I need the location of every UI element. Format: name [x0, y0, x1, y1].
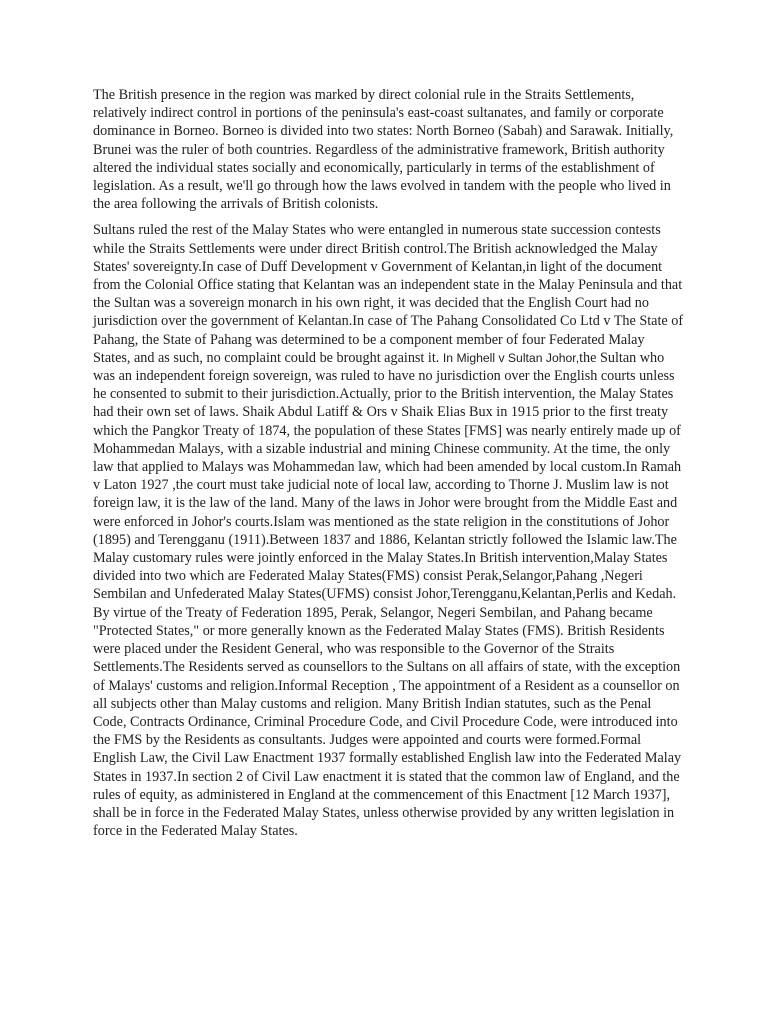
case-citation-mighell: In Mighell v Sultan Johor, [442, 350, 580, 365]
paragraph-british-presence: The British presence in the region was marked by direct colonial rule in the Straits Settlements, relatively indirect control in portions of the peninsula's east-coast sultanates, and family or corporate dominance in Borneo. Borneo is divided into two states: North Borneo (Sabah) and Sarawak. Initially, Brunei was the ruler of both countries. Regardless of the administrative framework, British authority altered the individual states socially and economically, particularly in terms of the establishment of legislation. As a result, we'll go through how the laws evolved in tandem with the people who lived in the area following the arrivals of British colonists. [93, 87, 674, 213]
document-page [93, 86, 685, 848]
paragraph-text-segment: Sultans ruled the rest of the Malay States who were entangled in numerous state succession contests while the Straits Settlements were under direct British control.The British acknowledged the Malay States' sovereignty.In case of Duff Development v Government of Kelantan,in light of the document from the Colonial Office stating that Kelantan was an independent state in the Malay Peninsula and that the Sultan was a sovereign monarch in his own right, it was decided that the English Court had no jurisdiction over the government of Kelantan.In case of The Pahang Consolidated Co Ltd v The State of Pahang, the State of Pahang was determined to be a component member of four Federated Malay States, and as such, no complaint could be brought against it. [93, 222, 684, 366]
paragraph-malay-states-law [93, 221, 685, 840]
paragraph-text-segment: the Sultan who was an independent foreign sovereign, was ruled to have no jurisdiction over the English courts unless he consented to submit to their jurisdiction.Actually, prior to the British intervention, the Malay States had their own set of laws. Shaik Abdul Latiff & Ors v Shaik Elias Bux in 1915 prior to the first treaty which the Pangkor Treaty of 1874, the population of these States [FMS] was nearly entirely made up of Mohammedan Malays, with a sizable industrial and mining Chinese community. At the time, the only law that applied to Malays was Mohammedan law, which had been amended by local custom.In Ramah v Laton 1927 ,the court must take judicial note of local law, according to Thorne J. Muslim law is not foreign law, it is the law of the land. Many of the laws in Johor were brought from the Middle East and were enforced in Johor's courts.Islam was mentioned as the state religion in the constitutions of Johor (1895) and Terengganu (1911).Between 1837 and 1886, Kelantan strictly followed the Islamic law.The Malay customary rules were jointly enforced in the Malay States.In British intervention,Malay States divided into two which are Federated Malay States(FMS) consist Perak,Selangor,Pahang ,Negeri Sembilan and Unfederated Malay States(UFMS) consist Johor,Terengganu,Kelantan,Perlis and Kedah. By virtue of the Treaty of Federation 1895, Perak, Selangor, Negeri Sembilan, and Pahang became "Protected States," or more generally known as the Federated Malay States (FMS). British Residents were placed under the Resident General, who was responsible to the Governor of the Straits Settlements.The Residents served as counsellors to the Sultans on all affairs of state, with the exception of Malays' customs and religion.Informal Reception , The appointment of a Resident as a counsellor on all subjects other than Malay customs and religion. Many British Indian statutes, such as the Penal Code, Contracts Ordinance, Criminal Procedure Code, and Civil Procedure Code, were introduced into the FMS by the Residents as consultants. Judges were appointed and courts were formed.Formal English Law, the Civil Law Enactment 1937 formally established English law into the Federated Malay States in 1937.In section 2 of Civil Law enactment it is stated that the common law of England, and the rules of equity, as administered in England at the commencement of this Enactment [12 March 1937], shall be in force in the Federated Malay States, unless otherwise provided by any written legislation in force in the Federated Malay States. [93, 349, 682, 840]
